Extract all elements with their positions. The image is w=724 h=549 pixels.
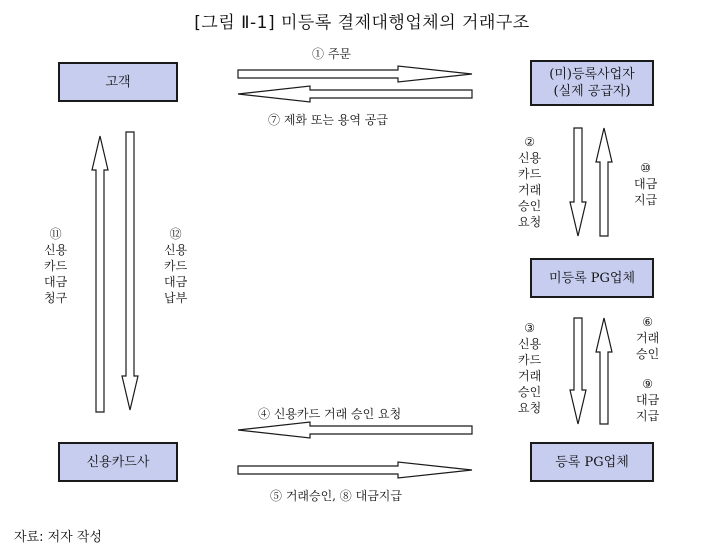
- label-billing-11: ⑪ 신용 카드 대금 청구: [44, 227, 68, 305]
- label-approval-request-3: ③ 신용 카드 거래 승인 요청: [518, 321, 542, 415]
- figure-title: [그림 Ⅱ-1] 미등록 결제대행업체의 거래구조: [194, 13, 530, 33]
- label-supply: ⑦ 제화 또는 용역 공급: [268, 113, 388, 127]
- arrow-approval-payment-6-9: [596, 318, 612, 424]
- card-company-label: 신용카드사: [86, 454, 150, 470]
- arrow-approval-payment-5-8: [238, 462, 472, 478]
- label-payment-9: ⑨ 대금 지급: [636, 377, 660, 423]
- registered-pg-label: 등록 PG업체: [555, 454, 629, 470]
- arrow-payment-12: [122, 132, 138, 410]
- source-note: 자료: 저자 작성: [14, 530, 102, 545]
- merchant-label-line2: (실제 공급자): [553, 84, 631, 99]
- unregistered-pg-label: 미등록 PG업체: [548, 270, 636, 286]
- arrow-approval-request-4: [238, 422, 472, 438]
- label-payment-10: ⑩ 대금 지급: [634, 161, 658, 207]
- arrow-payment-10: [596, 128, 612, 236]
- arrow-approval-request-2: [570, 128, 586, 236]
- merchant-label-line1: (미)등록사업자: [549, 67, 635, 82]
- arrow-supply: [238, 86, 472, 102]
- arrow-order: [238, 66, 472, 82]
- label-payment-12: ⑫ 신용 카드 대금 납부: [164, 227, 188, 305]
- label-approval-request-4: ④ 신용카드 거래 승인 요청: [258, 407, 402, 421]
- arrow-billing-11: [92, 136, 108, 412]
- label-order: ① 주문: [312, 47, 351, 61]
- label-approval-6: ⑥ 거래 승인: [636, 315, 660, 361]
- label-approval-payment-5-8: ⑤ 거래승인, ⑧ 대금지급: [270, 489, 402, 503]
- label-approval-request-2: ② 신용 카드 거래 승인 요청: [518, 135, 542, 229]
- customer-label: 고객: [105, 74, 131, 90]
- arrow-approval-request-3: [570, 318, 586, 424]
